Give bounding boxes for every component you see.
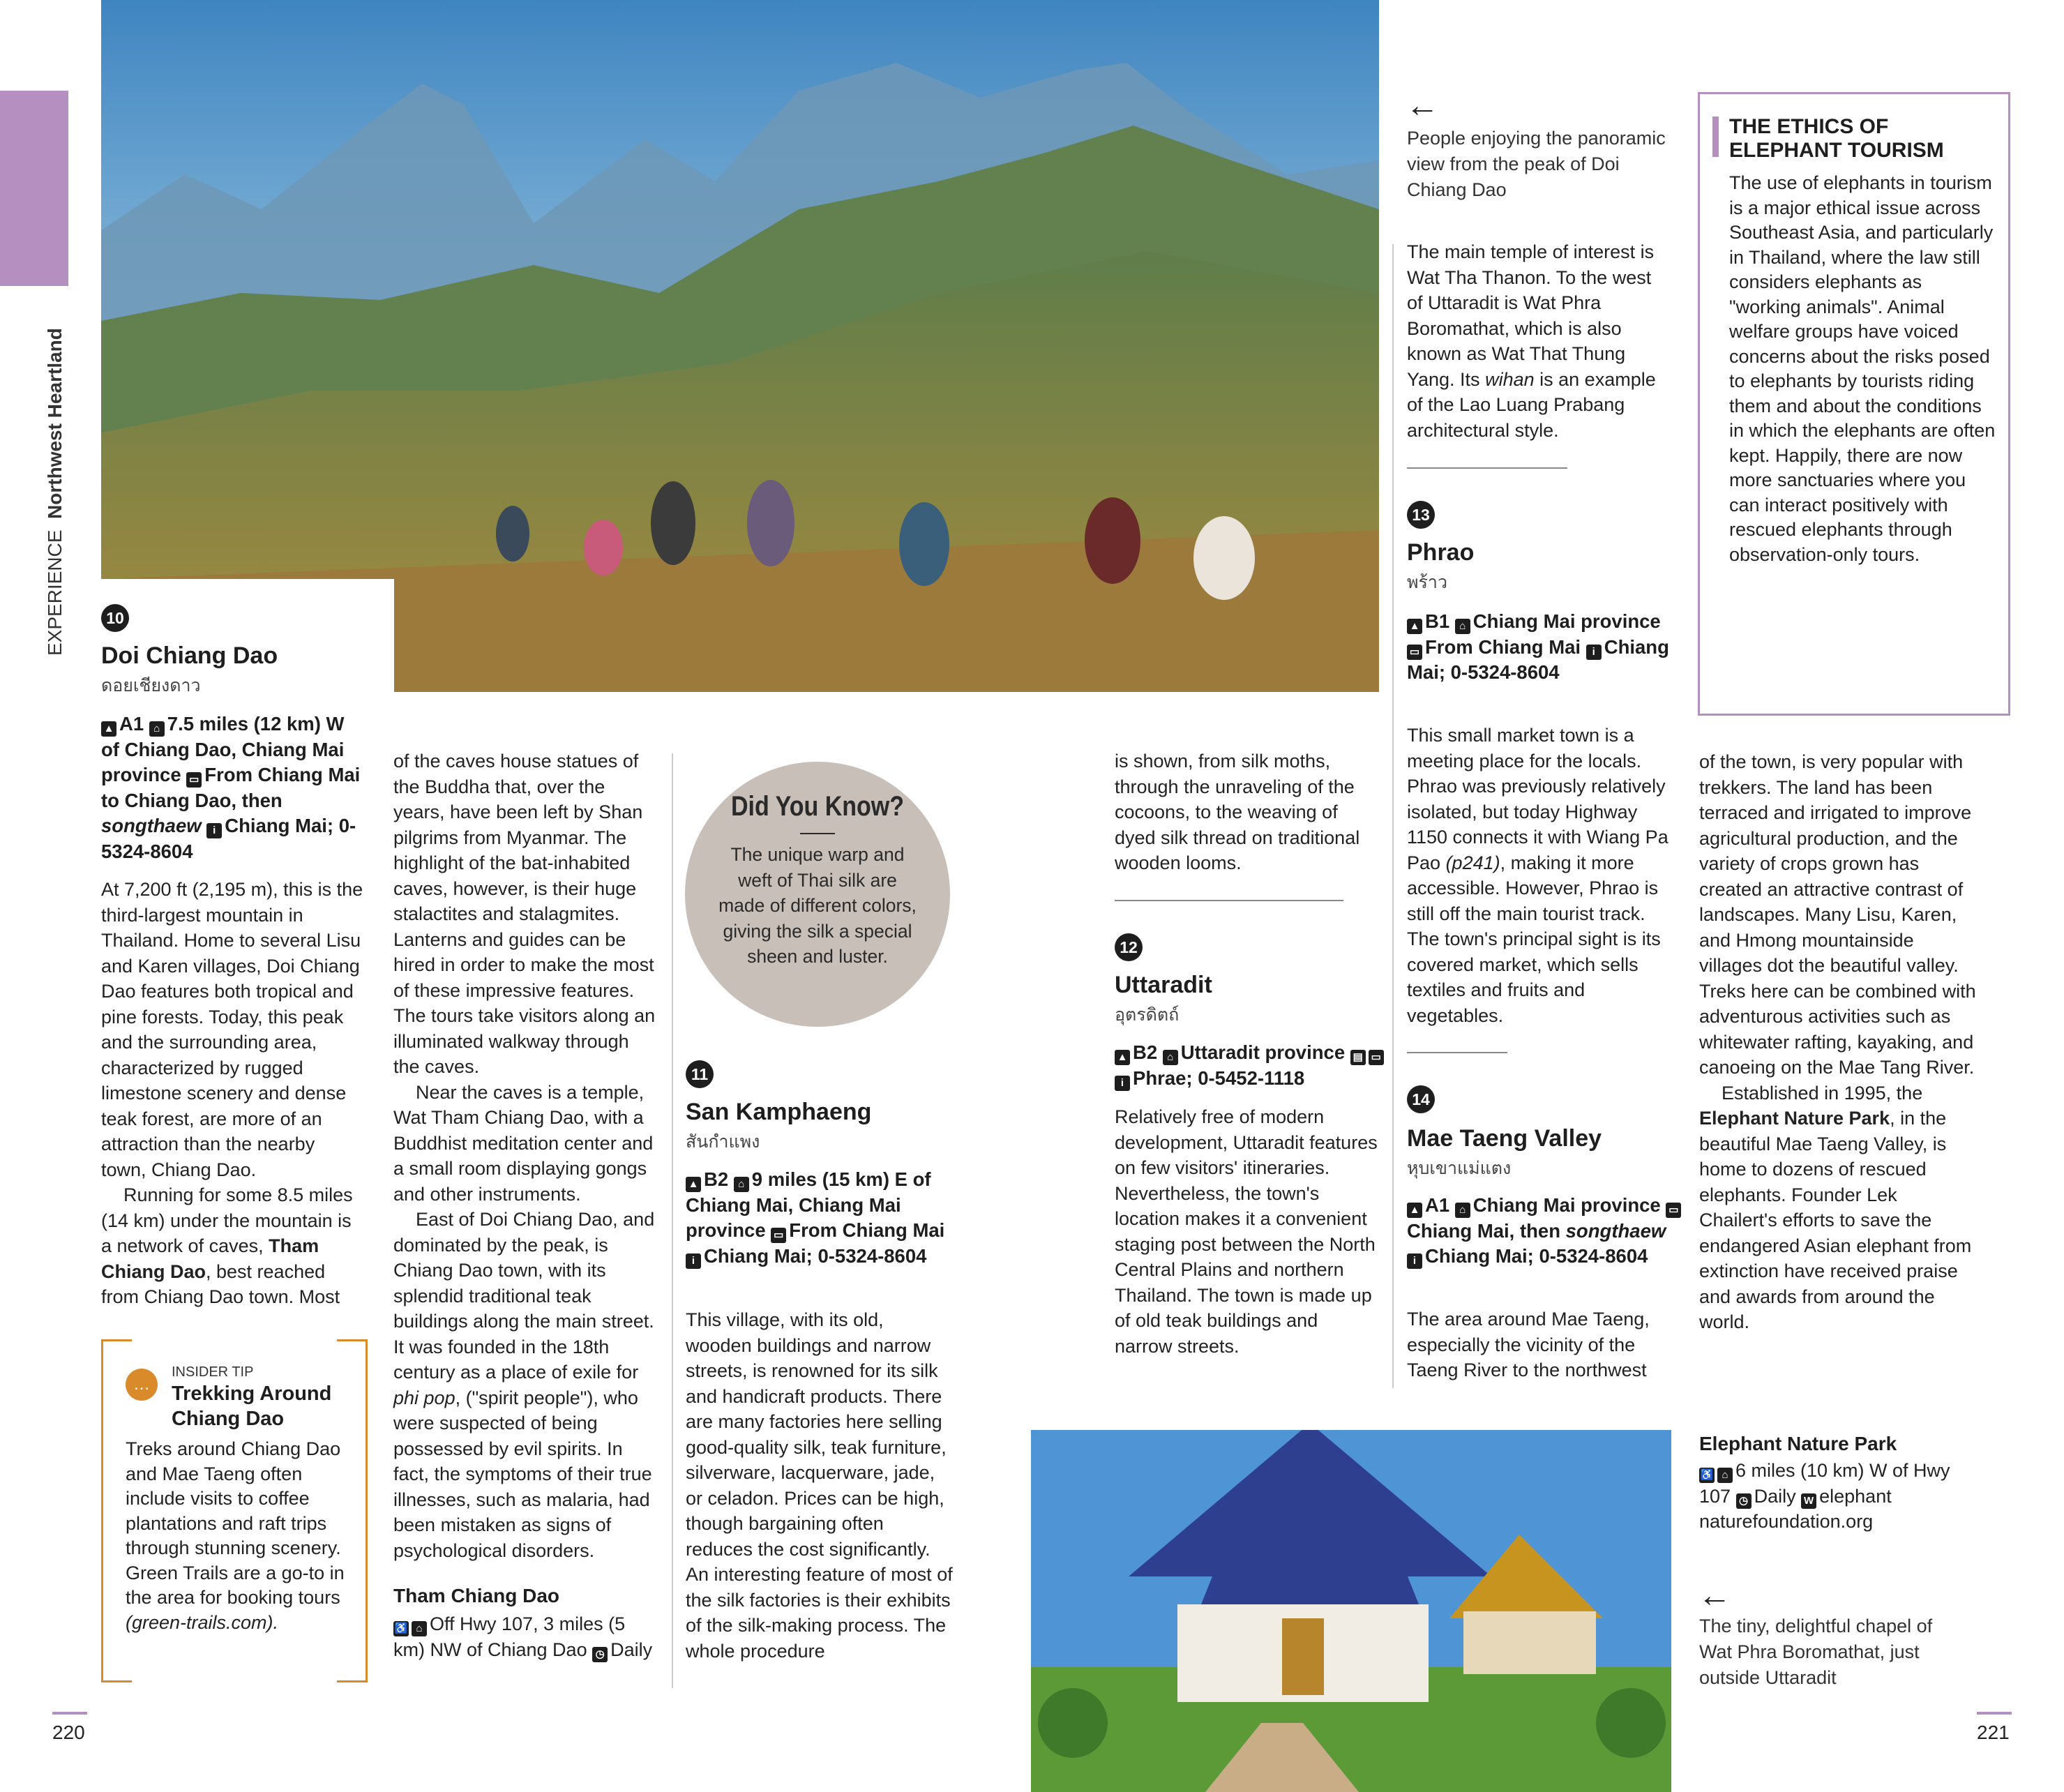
page-number-rule-right	[1977, 1712, 2012, 1715]
mae-taeng-thai-name: หุบเขาแม่แตง	[1407, 1159, 1512, 1178]
info-icon: i	[1115, 1076, 1130, 1091]
doi-chiang-dao-title: Doi Chiang Dao	[101, 642, 278, 669]
wheelchair-icon: ♿	[393, 1621, 409, 1636]
phrao-number-badge: 13	[1407, 501, 1435, 529]
insider-tip-body: Treks around Chiang Dao and Mae Taeng often include visits to coffee plantations and raft trips through stunning scenery. Green Trails are a go-to in the area for booking tours (green-trails.com).	[126, 1438, 345, 1633]
ethics-box-title: THE ETHICS OF ELEPHANT TOURISM	[1729, 115, 1944, 162]
uttaradit-body: Relatively free of modern development, Uttaradit features on few visitors' itineraries. Nevertheless, the town's location makes it a convenient staging post between the North Central Plains and northern Thailand. The town is made up of old teak buildings and narrow streets.	[1115, 1106, 1378, 1357]
speech-bubble-icon: …	[126, 1369, 158, 1401]
bus-icon: ▭	[1369, 1050, 1384, 1065]
did-you-know-circle	[685, 762, 950, 1027]
mae-taeng-body-cont: of the town, is very popular with trekkers. The land has been terraced and irrigated to improve agricultural production, and the variety of crops grown has created an attractive contrast of landscapes. Many Lisu, Karen, and Hmong mountainside villages dot the beautiful valley. Treks here can be combined with adventurous activities such as whitewater rafting, kayaking, and canoeing on the Mae Tang River. Established in 1995, the Elephant Nature Park, in the beautiful Mae Taeng Valley, is home to dozens of rescued elephants. Founder Lek Chailert's efforts to save the endangered Asian elephant from extinction have received praise and awards from around the world.	[1699, 751, 1976, 1332]
uttaradit-thai-name: อุตรดิตถ์	[1115, 1005, 1180, 1025]
san-kamphaeng-body: This village, with its old, wooden buildings and narrow streets, is renowned for its silk and handicraft products. There are many factories here selling good-quality silk, teak furniture, silverware, lacquerware, jade, or celadon. Prices can be high, though bargaining often reduces the cost significantly. An interesting feature of most of the silk factories is their exhibits of the silk-making process. The whole procedure	[686, 1309, 953, 1662]
page-number-rule-left	[52, 1712, 87, 1715]
temple-photo	[1031, 1430, 1671, 1792]
column-divider	[672, 753, 673, 1688]
location-icon: ⌂	[149, 721, 165, 737]
uttaradit-title: Uttaradit	[1115, 972, 1212, 998]
insider-tip-link[interactable]: (green-trails.com).	[126, 1611, 279, 1633]
location-icon: ⌂	[734, 1177, 749, 1192]
insider-tip-box	[101, 1339, 368, 1682]
san-kamphaeng-body-cont: is shown, from silk moths, through the unraveling of the cocoons, to the weaving of dyed silk thread on traditional wooden looms.	[1115, 751, 1360, 873]
location-icon: ⌂	[412, 1621, 427, 1636]
bus-icon: ▭	[186, 772, 202, 788]
insider-tip-label: INSIDER TIP	[172, 1364, 254, 1380]
doi-chiang-dao-thai-name: ดอยเชียงดาว	[101, 676, 201, 695]
clock-icon: ◷	[1736, 1493, 1752, 1509]
did-you-know-title: Did You Know?	[730, 791, 905, 822]
phrao-thai-name: พร้าว	[1407, 573, 1447, 592]
ethics-box-body: The use of elephants in tourism is a major ethical issue across Southeast Asia, and particularly in Thailand, where the law still considers elephants as "working animals". Animal welfare groups have voiced concerns about the risks posed to elephants by tourists riding them and about the conditions in which the elephants are often kept. Happily, there are now more sanctuaries where you can interact positively with rescued elephants through observation-only tours.	[1729, 172, 1996, 565]
divider	[1115, 900, 1343, 901]
page-number-left: 220	[52, 1722, 85, 1743]
mae-taeng-title: Mae Taeng Valley	[1407, 1125, 1602, 1152]
uttaradit-info: ▲ B2 ⌂ Uttaradit province ▤ ▭ i Phrae; 0-5452-1118	[1115, 1040, 1387, 1091]
insider-tip-bottom-left	[101, 1680, 132, 1682]
doi-chiang-dao-number-badge: 10	[101, 604, 129, 632]
section-tab	[0, 91, 68, 286]
location-icon: ⌂	[1455, 619, 1470, 634]
doi-chiang-dao-info: ▲ A1 ⌂ 7.5 miles (12 km) W of Chiang Dao, Chiang Mai province ▭ From Chiang Mai to Chiang Dao, then songthaew i Chiang Mai; 0-5324-8604	[101, 713, 361, 862]
map-grid-icon: ▲	[1115, 1050, 1130, 1065]
insider-tip-title: Trekking Around Chiang Dao	[172, 1383, 332, 1430]
ethics-box	[1698, 92, 2010, 716]
web-icon: W	[1801, 1493, 1816, 1509]
location-icon: ⌂	[1163, 1050, 1178, 1065]
temple-photo-image	[1031, 1430, 1671, 1792]
caption-arrow-icon: ←	[1698, 1577, 1731, 1614]
doi-chiang-dao-body-cont: of the caves house statues of the Buddha that, over the years, have been left by Shan pilgrims from Myanmar. The highlight of the bat-inhabited caves, however, is their huge stalactites and stalagmites. Lanterns and guides can be hired in order to make the most of these impressive features. The tours take visitors along an illuminated walkway through the caves. Near the caves is a temple, Wat Tham Chiang Dao, with a Buddhist meditation center and a small room displaying gongs and other instruments. East of Doi Chiang Dao, and dominated by the peak, is Chiang Dao town, with its splendid traditional teak buildings along the main street. It was founded in the 18th century as a place of exile for phi pop, ("spirit people"), who were suspected of being possessed by evil spirits. In fact, the symptoms of their true illnesses, such as malaria, had been mistaken as signs of psychological disorders.	[393, 751, 656, 1561]
tham-chiang-dao-info: ♿ ⌂ Off Hwy 107, 3 miles (5 km) NW of Chiang Dao ◷ Daily	[393, 1611, 658, 1662]
insider-tip-top-right	[337, 1339, 368, 1341]
ethics-box-accent	[1712, 116, 1719, 157]
info-icon: i	[686, 1253, 701, 1269]
caption-top: People enjoying the panoramic view from the peak of Doi Chiang Dao	[1407, 128, 1666, 200]
phrao-title: Phrao	[1407, 539, 1475, 566]
map-grid-icon: ▲	[1407, 1203, 1422, 1218]
uttaradit-number-badge: 12	[1115, 933, 1143, 961]
info-icon: i	[1407, 1253, 1422, 1269]
caption-bottom: The tiny, delightful chapel of Wat Phra Boromathat, just outside Uttaradit	[1699, 1616, 1933, 1688]
clock-icon: ◷	[592, 1647, 608, 1662]
location-icon: ⌂	[1455, 1203, 1470, 1218]
column-divider	[1392, 244, 1394, 1388]
did-you-know-divider	[800, 833, 835, 834]
mae-taeng-body: The area around Mae Taeng, especially the vicinity of the Taeng River to the northwest	[1407, 1309, 1650, 1380]
san-kamphaeng-info: ▲ B2 ⌂ 9 miles (15 km) E of Chiang Mai, Chiang Mai province ▭ From Chiang Mai i Chiang Mai; 0-5324-8604	[686, 1167, 954, 1269]
san-kamphaeng-thai-name: สันกำแพง	[686, 1132, 760, 1152]
map-grid-icon: ▲	[101, 721, 116, 737]
elephant-park-website-link[interactable]: elephant naturefoundation.org	[1699, 1485, 1892, 1532]
page-number-right: 221	[1977, 1722, 2010, 1743]
san-kamphaeng-title: San Kamphaeng	[686, 1099, 872, 1125]
divider	[1407, 467, 1567, 469]
section-label-region: Northwest Heartland	[44, 328, 66, 519]
bus-icon: ▭	[1666, 1203, 1681, 1218]
info-icon: i	[1586, 645, 1602, 660]
caption-arrow-icon: ←	[1406, 87, 1439, 124]
wheelchair-icon: ♿	[1699, 1468, 1715, 1483]
bus-icon: ▭	[1407, 645, 1422, 660]
mae-taeng-info: ▲ A1 ⌂ Chiang Mai province ▭Chiang Mai, then songthaew i Chiang Mai; 0-5324-8604	[1407, 1193, 1686, 1270]
did-you-know-body: The unique warp and weft of Thai silk are made of different colors, giving the silk a special sheen and luster.	[718, 844, 917, 967]
elephant-park-info: ♿ ⌂ 6 miles (10 km) W of Hwy 107 ◷ Daily W elephant naturefoundation.org	[1699, 1460, 1950, 1532]
insider-tip-bottom-right	[337, 1680, 368, 1682]
tham-chiang-dao-title: Tham Chiang Dao	[393, 1585, 560, 1606]
mae-taeng-number-badge: 14	[1407, 1085, 1435, 1113]
map-grid-icon: ▲	[686, 1177, 701, 1192]
uttaradit-body-cont: The main temple of interest is Wat Tha Thanon. To the west of Uttaradit is Wat Phra Boromathat, which is also known as Wat That Thung Yang. Its wihan is an example of the Lao Luang Prabang architectural style.	[1407, 241, 1656, 441]
doi-chiang-dao-body: At 7,200 ft (2,195 m), this is the third-largest mountain in Thailand. Home to several Lisu and Karen villages, Doi Chiang Dao features both tropical and pine forests. Today, this peak and the surrounding area, characterized by rugged limestone scenery and dense teak forest, are more of an attraction than the nearby town, Chiang Dao. Running for some 8.5 miles (14 km) under the mountain is a network of caves, Tham Chiang Dao, best reached from Chiang Dao town. Most	[101, 879, 363, 1307]
phrao-body: This small market town is a meeting place for the locals. Phrao was previously relatively isolated, but today Highway 1150 connects it with Wiang Pa Pao (p241), making it more accessible. However, Phrao is still off the main tourist track. The town's principal sight is its covered market, which sells textiles and fruits and vegetables.	[1407, 725, 1668, 1026]
bus-icon: ▭	[771, 1228, 786, 1243]
divider	[1407, 1052, 1507, 1053]
san-kamphaeng-number-badge: 11	[686, 1060, 714, 1088]
map-grid-icon: ▲	[1407, 619, 1422, 634]
section-label	[43, 328, 67, 656]
location-icon: ⌂	[1717, 1468, 1733, 1483]
info-icon: i	[206, 823, 222, 838]
phrao-info: ▲ B1 ⌂ Chiang Mai province ▭ From Chiang Mai i Chiang Mai; 0-5324-8604	[1407, 610, 1669, 683]
train-icon: ▤	[1350, 1050, 1366, 1065]
section-label-experience: EXPERIENCE	[44, 529, 66, 656]
elephant-park-title: Elephant Nature Park	[1699, 1433, 1897, 1454]
insider-tip-top-left	[101, 1339, 132, 1341]
